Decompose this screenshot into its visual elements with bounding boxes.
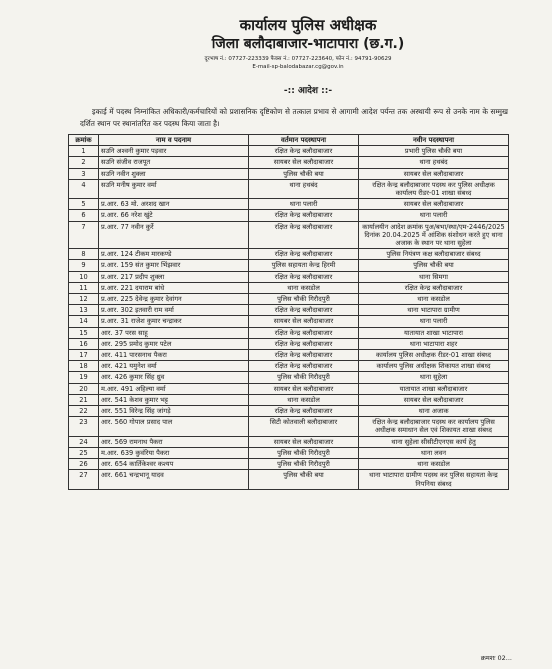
row-new-posting: थाना अजाक	[359, 406, 509, 417]
row-new-posting: थाना हथबंद	[359, 157, 509, 168]
row-name: सउनि मनीष कुमार वर्मा	[99, 179, 249, 198]
header-serial: क्रमांक	[69, 135, 99, 146]
row-new-posting: थाना भाटापारा ग्रामीण	[359, 305, 509, 316]
row-name: सउनि अश्वनी कुमार पड़वार	[99, 146, 249, 157]
row-serial: 19	[69, 372, 99, 383]
row-name: म.आर. 639 कुवंरिया पैकरा	[99, 447, 249, 458]
row-name: आर. 411 पारसनाथ पैकरा	[99, 350, 249, 361]
row-current-posting: सिटी कोतवाली बलौदाबाजार	[249, 417, 359, 436]
row-current-posting: पुलिस चौकी गिरौदपुरी	[249, 459, 359, 470]
table-row	[69, 372, 509, 383]
row-new-posting: कार्यालय पुलिस अधीक्षक शिकायत शाखा संबध्द	[359, 361, 509, 372]
row-serial: 1	[69, 146, 99, 157]
row-new-posting: थाना पलारी	[359, 316, 509, 327]
row-new-posting: रक्षित केन्द्र बलौदाबाजार	[359, 282, 509, 293]
row-current-posting: रक्षित केन्द्र बलौदाबाजार	[249, 210, 359, 221]
table-row	[69, 199, 509, 210]
table-row	[69, 249, 509, 260]
row-name: सउनि नवीन शुक्ला	[99, 168, 249, 179]
row-name: प्र.आर. 159 संत कुमार भिंझवार	[99, 260, 249, 271]
row-serial: 12	[69, 294, 99, 305]
row-name: आर. 560 गोपाल प्रसाद पाल	[99, 417, 249, 436]
row-serial: 13	[69, 305, 99, 316]
row-current-posting: पुलिस चौकी गिरौदपुरी	[249, 294, 359, 305]
row-serial: 2	[69, 157, 99, 168]
row-serial: 9	[69, 260, 99, 271]
table-row	[69, 271, 509, 282]
row-serial: 11	[69, 282, 99, 293]
table-row	[69, 338, 509, 349]
row-name: म.आर. 491 अहिल्या वर्मा	[99, 383, 249, 394]
table-row	[69, 327, 509, 338]
row-name: प्र.आर. 31 राजेश कुमार चन्द्राकर	[99, 316, 249, 327]
table-row	[69, 168, 509, 179]
row-current-posting: रक्षित केन्द्र बलौदाबाजार	[249, 327, 359, 338]
row-name: प्र.आर. 63 मो. अरशद खान	[99, 199, 249, 210]
row-new-posting: सायबर सेल बलौदाबाजार	[359, 394, 509, 405]
row-new-posting: सायबर सेल बलौदाबाजार	[359, 199, 509, 210]
office-title: कार्यालय पुलिस अधीक्षक	[239, 16, 377, 34]
row-current-posting: रक्षित केन्द्र बलौदाबाजार	[249, 338, 359, 349]
row-current-posting: पुलिस चौकी बया	[249, 168, 359, 179]
row-new-posting: रक्षित केन्द्र बलौदाबाजार पदस्थ कर कार्यालय पुलिस अधीक्षक समाधान सेल एवं शिकायत शाखा संबध्द	[359, 417, 509, 436]
row-current-posting: रक्षित केन्द्र बलौदाबाजार	[249, 249, 359, 260]
table-row	[69, 294, 509, 305]
row-serial: 23	[69, 417, 99, 436]
row-current-posting: पुलिस चौकी गिरौदपुरी	[249, 372, 359, 383]
row-name: सउनि संजीव राजपूत	[99, 157, 249, 168]
district-title: जिला बलौदाबाजार-भाटापारा (छ.ग.)	[211, 36, 405, 52]
row-serial: 26	[69, 459, 99, 470]
table-row	[69, 260, 509, 271]
row-new-posting: थाना सिमगा	[359, 271, 509, 282]
row-name: आर. 551 विरेन्द्र सिंह जांगड़े	[99, 406, 249, 417]
row-current-posting: रक्षित केन्द्र बलौदाबाजार	[249, 350, 359, 361]
row-current-posting: थाना पलारी	[249, 199, 359, 210]
row-serial: 25	[69, 447, 99, 458]
order-intro: इकाई में पदस्थ निम्नांकित अधिकारी/कर्मचारियों को प्रशासनिक दृष्टिकोण से तत्काल प्रभाव से आगामी आदेश पर्यन्त तक अस्थायी रूप से उनके नाम के सम्मुख दर्शित स्थान पर स्थानांतरित कर पदस्थ किया जाता है।	[80, 107, 508, 128]
table-row	[69, 316, 509, 327]
row-serial: 4	[69, 179, 99, 198]
table-row	[69, 406, 509, 417]
row-name: आर. 426 कुमार सिंह ध्रुव	[99, 372, 249, 383]
table-row	[69, 470, 509, 489]
row-new-posting: प्रभारी पुलिस चौकी बया	[359, 146, 509, 157]
table-row	[69, 221, 509, 249]
continued-note: क्रमशः 02...	[480, 654, 512, 662]
row-serial: 7	[69, 221, 99, 249]
row-new-posting: थाना सुहेला सीसीटीएनएस कार्य हेतु	[359, 436, 509, 447]
row-current-posting: थाना कसडोल	[249, 282, 359, 293]
table-row	[69, 179, 509, 198]
order-heading: -:: आदेश ::-	[283, 86, 333, 96]
contact-line: दूरभाष नं.: 07727-223339 फैक्स नं.: 07727-223640, फोन नं.: 94791-90629	[204, 56, 392, 62]
row-serial: 22	[69, 406, 99, 417]
row-new-posting: पुलिस नियंत्रण कक्ष बलौदाबाजार संबध्द	[359, 249, 509, 260]
row-serial: 21	[69, 394, 99, 405]
row-current-posting: रक्षित केन्द्र बलौदाबाजार	[249, 271, 359, 282]
email-line: E-mail-sp-balodabazar.cg@gov.in	[252, 64, 344, 70]
table-row	[69, 146, 509, 157]
table-row	[69, 447, 509, 458]
row-name: प्र.आर. 225 देवेन्द्र कुमार देवांगन	[99, 294, 249, 305]
row-current-posting: पुलिस चौकी गिरौदपुरी	[249, 447, 359, 458]
row-new-posting: थाना सुहेला	[359, 372, 509, 383]
row-serial: 18	[69, 361, 99, 372]
row-name: प्र.आर. 124 टीकम मारकण्डे	[99, 249, 249, 260]
row-new-posting: थाना कसडोल	[359, 459, 509, 470]
row-serial: 17	[69, 350, 99, 361]
table-row	[69, 210, 509, 221]
row-serial: 24	[69, 436, 99, 447]
row-serial: 16	[69, 338, 99, 349]
row-current-posting: सायबर सेल बलौदाबाजार	[249, 316, 359, 327]
table-row	[69, 350, 509, 361]
row-new-posting: कार्यालय पुलिस अधीक्षक रीडर-01 शाखा संबध्द	[359, 350, 509, 361]
row-name: आर. 661 चन्द्रभानू यादव	[99, 470, 249, 489]
table-row	[69, 459, 509, 470]
row-new-posting: रक्षित केन्द्र बलौदाबाजार पदस्थ कर पुलिस अधीक्षक कार्यालय रीडर-01 शाखा संबध्द	[359, 179, 509, 198]
table-row	[69, 417, 509, 436]
row-current-posting: पुलिस चौकी बया	[249, 470, 359, 489]
row-current-posting: सायबर सेल बलौदाबाजार	[249, 436, 359, 447]
row-new-posting: थाना पलारी	[359, 210, 509, 221]
table-row	[69, 436, 509, 447]
row-name: आर. 654 कार्तिकेश्वर कश्यप	[99, 459, 249, 470]
table-row	[69, 305, 509, 316]
row-current-posting: रक्षित केन्द्र बलौदाबाजार	[249, 361, 359, 372]
row-new-posting: थाना कसडोल	[359, 294, 509, 305]
row-current-posting: रक्षित केन्द्र बलौदाबाजार	[249, 221, 359, 249]
row-serial: 20	[69, 383, 99, 394]
row-current-posting: पुलिस सहायता केन्द्र हिरमी	[249, 260, 359, 271]
table-body	[69, 146, 509, 490]
row-new-posting: सायबर सेल बलौदाबाजार	[359, 168, 509, 179]
row-current-posting: सायबर सेल बलौदाबाजार	[249, 157, 359, 168]
row-new-posting: थाना भाटापारा शहर	[359, 338, 509, 349]
table-row	[69, 361, 509, 372]
table-row	[69, 383, 509, 394]
row-name: आर. 569 रामनाथ पैकरा	[99, 436, 249, 447]
row-current-posting: सायबर सेल बलौदाबाजार	[249, 383, 359, 394]
row-serial: 15	[69, 327, 99, 338]
table-row	[69, 157, 509, 168]
table-row	[69, 394, 509, 405]
row-serial: 3	[69, 168, 99, 179]
transfer-table	[68, 134, 509, 490]
row-name: प्र.आर. 77 नवीन कुर्रे	[99, 221, 249, 249]
table-header-row	[69, 135, 509, 146]
row-name: आर. 541 केशव कुमार भट्ट	[99, 394, 249, 405]
header-current-posting: वर्तमान पदस्थापना	[249, 135, 359, 146]
row-serial: 27	[69, 470, 99, 489]
row-serial: 6	[69, 210, 99, 221]
row-serial: 8	[69, 249, 99, 260]
row-current-posting: थाना हथबंद	[249, 179, 359, 198]
row-name: आर. 421 यमुनेश वर्मा	[99, 361, 249, 372]
header-name: नाम व पदनाम	[99, 135, 249, 146]
header-new-posting: नवीन पदस्थापना	[359, 135, 509, 146]
row-new-posting: कार्यालयीन आदेश क्रमांक पुअ/बभा/स्था/एम-2446/2025 दिनांक 20.04.2025 में आंशिक संशोधन करते हुए थाना अजाक के स्थान पर थाना सुहेला	[359, 221, 509, 249]
row-new-posting: यातायात शाखा बलौदाबाजार	[359, 383, 509, 394]
row-name: प्र.आर. 66 नरेश खुंटे	[99, 210, 249, 221]
row-new-posting: पुलिस चौकी बया	[359, 260, 509, 271]
row-current-posting: थाना कसडोल	[249, 394, 359, 405]
row-serial: 10	[69, 271, 99, 282]
row-name: प्र.आर. 302 इतवारी राम वर्मा	[99, 305, 249, 316]
row-serial: 14	[69, 316, 99, 327]
row-name: आर. 295 प्रमोद कुमार पटेल	[99, 338, 249, 349]
row-current-posting: रक्षित केन्द्र बलौदाबाजार	[249, 146, 359, 157]
row-new-posting: थाना भाटापारा ग्रामीण पदस्थ कर पुलिस सहायता केन्द्र निपनिया संबध्द	[359, 470, 509, 489]
row-serial: 5	[69, 199, 99, 210]
table-row	[69, 282, 509, 293]
row-name: प्र.आर. 221 दयाराम बांधे	[99, 282, 249, 293]
row-new-posting: यातायात शाखा भाटापारा	[359, 327, 509, 338]
row-name: प्र.आर. 217 प्रदीप शुक्ला	[99, 271, 249, 282]
row-current-posting: रक्षित केन्द्र बलौदाबाजार	[249, 406, 359, 417]
row-name: आर. 37 परस साहू	[99, 327, 249, 338]
row-new-posting: थाना लवन	[359, 447, 509, 458]
letterhead	[68, 16, 508, 71]
row-current-posting: रक्षित केन्द्र बलौदाबाजार	[249, 305, 359, 316]
